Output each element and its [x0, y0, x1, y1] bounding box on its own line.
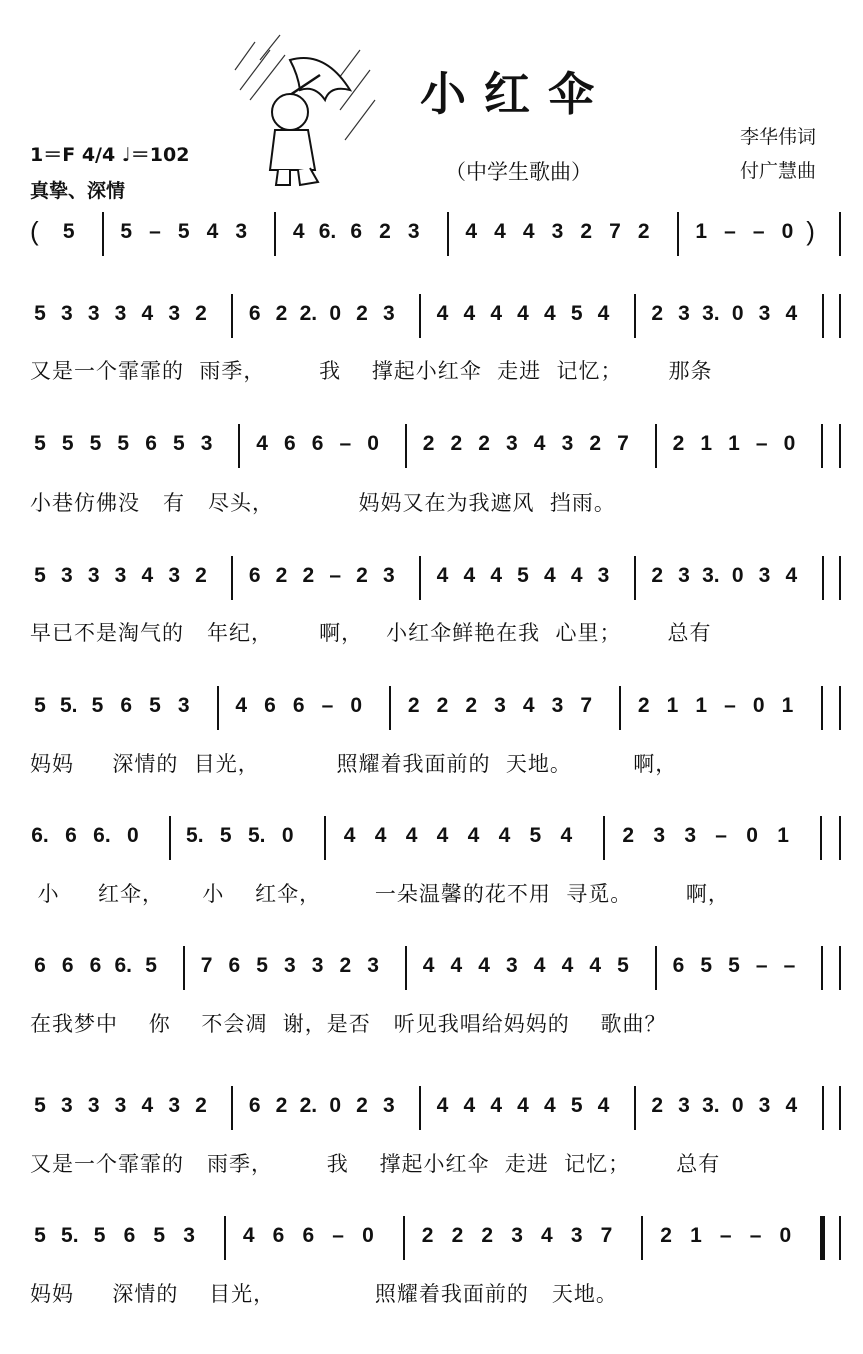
bar-line: [403, 1216, 405, 1260]
bar-line: [405, 424, 407, 468]
bar-line: [224, 1216, 226, 1260]
note: 6: [672, 954, 685, 977]
note: 4: [256, 432, 268, 455]
note: 4: [235, 694, 248, 717]
note: 3: [684, 824, 697, 847]
note: 2: [356, 564, 368, 587]
lyrics-line: 妈妈 深情的 目光， 照耀着我面前的 天地。: [30, 1282, 618, 1306]
note: 4: [436, 1094, 449, 1117]
note: 5: [517, 564, 529, 587]
note: 3: [114, 302, 127, 325]
lyrics-line: 在我梦中 你 不会凋 谢，是否 听见我唱给妈妈的 歌曲？: [30, 1012, 667, 1036]
note: 3: [382, 1094, 395, 1117]
note: 6: [34, 954, 46, 977]
note: 2: [195, 302, 207, 325]
note: 2: [302, 564, 315, 587]
note: 4: [498, 824, 511, 847]
note: 1: [695, 694, 708, 717]
note: 5: [34, 1224, 46, 1247]
bar-line: [820, 816, 822, 860]
note: 4: [467, 824, 480, 847]
note: 4: [463, 1094, 476, 1117]
note: 1: [690, 1224, 702, 1247]
note: 4: [450, 954, 463, 977]
note: –: [752, 220, 765, 243]
note: 0: [281, 824, 294, 847]
note: 4: [494, 220, 506, 243]
note: 6: [123, 1224, 136, 1247]
note: 4: [242, 1224, 255, 1247]
note: –: [724, 220, 736, 243]
notation-line: [0, 822, 863, 866]
note: 2: [275, 302, 288, 325]
note: 3: [561, 432, 574, 455]
note: 0: [350, 694, 363, 717]
note: 4: [597, 302, 610, 325]
bar-line: [634, 294, 636, 338]
lyrics-line: 妈妈 深情的 目光， 照耀着我面前的 天地。 啊，: [30, 752, 678, 776]
bar-line: [238, 424, 240, 468]
note: 5: [700, 954, 713, 977]
note: 0: [752, 694, 765, 717]
note: 4: [561, 954, 574, 977]
notation-line: [0, 300, 863, 344]
note: 3.: [702, 1094, 720, 1117]
bar-line: [839, 294, 841, 338]
note: 6: [248, 302, 261, 325]
note: 6: [61, 954, 74, 977]
note: 3: [235, 220, 248, 243]
note: 4: [206, 220, 219, 243]
note: 5: [34, 302, 46, 325]
bar-line: [419, 1086, 421, 1130]
note: –: [749, 1224, 762, 1247]
note: 4: [422, 954, 435, 977]
bar-line: [634, 556, 636, 600]
bar-line: [655, 424, 657, 468]
note: 0: [783, 432, 796, 455]
bar-line: [169, 816, 171, 860]
note: 3: [114, 564, 127, 587]
note: 5: [570, 302, 583, 325]
note: 5: [93, 1224, 106, 1247]
note: –: [724, 694, 736, 717]
umbrella-child-icon: [230, 30, 380, 190]
note: 6: [272, 1224, 285, 1247]
bar-line: [419, 294, 421, 338]
bar-line: [389, 686, 391, 730]
expression-mark: 真挚、深情: [30, 180, 126, 202]
note: 4: [490, 302, 502, 325]
note: –: [755, 432, 768, 455]
note: 4: [533, 432, 546, 455]
notation-line: [0, 562, 863, 606]
note: 4: [785, 564, 798, 587]
note: 4: [533, 954, 546, 977]
note: 3: [678, 564, 690, 587]
note: 2: [275, 1094, 288, 1117]
note: 4: [141, 1094, 154, 1117]
note: 4: [543, 302, 556, 325]
note: 3: [758, 1094, 771, 1117]
note: 4: [560, 824, 573, 847]
note: 4: [405, 824, 418, 847]
note: 3: [758, 564, 771, 587]
note: 0: [127, 824, 139, 847]
note: 6.: [114, 954, 133, 977]
note: 4: [517, 1094, 529, 1117]
note: 4: [465, 220, 478, 243]
note: 3: [758, 302, 771, 325]
note: 3: [551, 220, 564, 243]
note: 3: [168, 564, 180, 587]
note: 1: [695, 220, 708, 243]
note: 3: [87, 1094, 100, 1117]
note: 3: [494, 694, 506, 717]
note: 3: [183, 1224, 195, 1247]
bar-line: [619, 686, 621, 730]
note: 2: [451, 1224, 464, 1247]
note: 4: [478, 954, 490, 977]
note: 7: [580, 694, 593, 717]
note: 7: [200, 954, 213, 977]
note: 3: [551, 694, 564, 717]
note: 4: [436, 564, 449, 587]
note: 3: [60, 302, 73, 325]
note: 4: [490, 564, 502, 587]
bar-line: [821, 424, 823, 468]
lyrics-line: 又是一个霏霏的 雨季， 我 撑起小红伞 走进 记忆； 那条: [30, 359, 713, 383]
note: 2: [356, 1094, 368, 1117]
note: 5: [34, 432, 46, 455]
note: 4: [141, 302, 154, 325]
bar-line: [655, 946, 657, 990]
note: 2: [339, 954, 352, 977]
note: 3: [87, 302, 100, 325]
note: 2.: [299, 302, 318, 325]
bar-line: [822, 1086, 824, 1130]
note: –: [149, 220, 161, 243]
note: 1: [700, 432, 713, 455]
note: 5: [728, 954, 740, 977]
note: 3.: [702, 302, 720, 325]
note: 2: [589, 432, 602, 455]
note: 6.: [318, 220, 337, 243]
note: –: [329, 564, 341, 587]
bar-line: [822, 556, 824, 600]
note: 1: [728, 432, 740, 455]
note: 4: [374, 824, 387, 847]
bar-line: [821, 946, 823, 990]
note: 4: [785, 1094, 798, 1117]
note: 0: [731, 302, 744, 325]
note: 0: [731, 1094, 744, 1117]
note: 2: [421, 1224, 434, 1247]
note: 6: [228, 954, 241, 977]
note: 3: [200, 432, 213, 455]
note: 5: [117, 432, 130, 455]
note: 5: [177, 220, 190, 243]
note: 0: [362, 1224, 374, 1247]
note: 4: [570, 564, 583, 587]
note: 2: [637, 694, 650, 717]
note: 3: [382, 564, 395, 587]
bar-line: [839, 1086, 841, 1130]
bar-line: [839, 212, 841, 256]
note: 7: [609, 220, 621, 243]
note: 5: [145, 954, 157, 977]
notation-line: [0, 952, 863, 996]
note: 3: [511, 1224, 523, 1247]
lyrics-line: 小 红伞， 小 红伞， 一朵温馨的花不用 寻觅。 啊，: [30, 882, 730, 906]
note: 3: [506, 954, 518, 977]
bar-line: [183, 946, 185, 990]
notation-line: [0, 430, 863, 474]
note: 2: [637, 220, 650, 243]
note: –: [321, 694, 334, 717]
repeat-paren: (: [30, 216, 39, 246]
note: 2: [275, 564, 288, 587]
bar-line: [677, 212, 679, 256]
note: 2: [379, 220, 391, 243]
note: 1: [777, 824, 789, 847]
song-title: 小红伞: [420, 67, 612, 121]
note: 2: [651, 1094, 663, 1117]
note: 4: [141, 564, 154, 587]
note: –: [755, 954, 768, 977]
note: 2: [580, 220, 593, 243]
note: 7: [600, 1224, 613, 1247]
composer: 付广慧曲: [740, 160, 817, 182]
note: –: [332, 1224, 344, 1247]
notation-line: [0, 1222, 863, 1266]
note: 6: [248, 564, 261, 587]
note: 2: [195, 564, 207, 587]
note: 6: [89, 954, 102, 977]
note: 3: [60, 564, 73, 587]
note: 4: [490, 1094, 502, 1117]
note: –: [339, 432, 352, 455]
lyrics-line: 小巷仿佛没 有 尽头， 妈妈又在为我遮风 挡雨。: [30, 491, 616, 515]
note: 3: [114, 1094, 127, 1117]
note: 3: [168, 1094, 180, 1117]
note: 4: [292, 220, 305, 243]
note: 5: [219, 824, 232, 847]
note: 0: [779, 1224, 792, 1247]
bar-line: [821, 686, 823, 730]
note: 0: [329, 1094, 341, 1117]
bar-line: [231, 294, 233, 338]
bar-line: [839, 816, 841, 860]
note: 5: [120, 220, 133, 243]
repeat-paren: ): [806, 216, 815, 246]
note: 0: [746, 824, 758, 847]
note: 5: [91, 694, 104, 717]
bar-line: [839, 424, 841, 468]
note: 4: [785, 302, 798, 325]
note: 5: [153, 1224, 166, 1247]
note: 2: [422, 432, 435, 455]
credits: [740, 120, 816, 188]
note: 5: [34, 694, 46, 717]
notation-line: [0, 218, 863, 262]
note: 2: [481, 1224, 494, 1247]
note: 2: [436, 694, 449, 717]
note: 3: [678, 1094, 690, 1117]
bar-line: [419, 556, 421, 600]
note: –: [715, 824, 727, 847]
note: 3: [168, 302, 180, 325]
bar-line: [603, 816, 605, 860]
note: 4: [522, 220, 535, 243]
lyrics-line: 又是一个霏霏的 雨季， 我 撑起小红伞 走进 记忆； 总有: [30, 1152, 721, 1176]
bar-line: [822, 294, 824, 338]
note: 5: [62, 220, 75, 243]
note: 3: [60, 1094, 73, 1117]
note: 3: [597, 564, 610, 587]
note: 3: [407, 220, 420, 243]
lyricist: 李华伟词: [740, 126, 817, 148]
note: 6: [311, 432, 324, 455]
note: 4: [463, 564, 476, 587]
note: 2: [478, 432, 490, 455]
note: 3: [382, 302, 395, 325]
note: 4: [589, 954, 602, 977]
note: 4: [543, 1094, 556, 1117]
note: 4: [463, 302, 476, 325]
note: 4: [541, 1224, 553, 1247]
note: 5: [34, 1094, 46, 1117]
notation-line: [0, 692, 863, 736]
note: –: [783, 954, 796, 977]
note: 4: [597, 1094, 610, 1117]
note: 3: [653, 824, 666, 847]
bar-line: [447, 212, 449, 256]
note: 5: [89, 432, 102, 455]
note: 5.: [247, 824, 266, 847]
note: 6: [145, 432, 157, 455]
note: 5.: [61, 1224, 79, 1247]
note: 0: [367, 432, 379, 455]
notation-line: [0, 1092, 863, 1136]
note: 3.: [702, 564, 720, 587]
bar-line: [839, 1216, 841, 1260]
note: 5: [61, 432, 74, 455]
note: 4: [543, 564, 556, 587]
note: 2: [622, 824, 635, 847]
note: 6.: [93, 824, 111, 847]
bar-line: [820, 1216, 825, 1260]
note: 5: [172, 432, 185, 455]
note: 2: [672, 432, 685, 455]
note: 6: [120, 694, 133, 717]
note: 4: [343, 824, 356, 847]
note: 5: [149, 694, 161, 717]
note: 2.: [299, 1094, 318, 1117]
bar-line: [405, 946, 407, 990]
note: 6: [264, 694, 276, 717]
note: 3: [311, 954, 324, 977]
note: 2: [660, 1224, 672, 1247]
note: 2: [407, 694, 420, 717]
bar-line: [839, 946, 841, 990]
note: 4: [436, 824, 449, 847]
note: 4: [436, 302, 449, 325]
key-tempo: 1＝F 4/4 ♩＝102: [30, 144, 190, 166]
note: 5.: [186, 824, 204, 847]
note: 6: [283, 432, 296, 455]
bar-line: [102, 212, 104, 256]
note: 2: [356, 302, 368, 325]
lyrics-line: 早已不是淘气的 年纪， 啊， 小红伞鲜艳在我 心里； 总有: [30, 621, 712, 645]
bar-line: [324, 816, 326, 860]
bar-line: [231, 556, 233, 600]
note: 0: [781, 220, 794, 243]
note: 2: [450, 432, 463, 455]
note: 3: [177, 694, 190, 717]
note: 2: [651, 302, 663, 325]
note: 3: [506, 432, 518, 455]
note: 3: [283, 954, 296, 977]
note: 3: [570, 1224, 583, 1247]
note: 3: [367, 954, 379, 977]
note: 1: [666, 694, 679, 717]
note: 6: [248, 1094, 261, 1117]
note: 5.: [59, 694, 78, 717]
note: 0: [329, 302, 341, 325]
bar-line: [641, 1216, 643, 1260]
song-subtitle: （中学生歌曲）: [445, 160, 592, 184]
bar-line: [274, 212, 276, 256]
note: 2: [651, 564, 663, 587]
note: 6: [292, 694, 305, 717]
note: 6: [302, 1224, 315, 1247]
note: 4: [522, 694, 535, 717]
bar-line: [217, 686, 219, 730]
note: 1: [781, 694, 794, 717]
note: 6: [65, 824, 77, 847]
bar-line: [839, 556, 841, 600]
bar-line: [634, 1086, 636, 1130]
note: 5: [570, 1094, 583, 1117]
note: 6.: [31, 824, 49, 847]
note: 5: [256, 954, 268, 977]
bar-line: [839, 686, 841, 730]
bar-line: [231, 1086, 233, 1130]
note: 2: [465, 694, 478, 717]
note: 4: [517, 302, 529, 325]
note: 3: [87, 564, 100, 587]
note: 5: [617, 954, 629, 977]
note: 5: [529, 824, 542, 847]
note: 6: [350, 220, 363, 243]
note: 5: [34, 564, 46, 587]
note: 2: [195, 1094, 207, 1117]
note: 3: [678, 302, 690, 325]
note: 7: [617, 432, 629, 455]
note: 0: [731, 564, 744, 587]
note: –: [719, 1224, 732, 1247]
